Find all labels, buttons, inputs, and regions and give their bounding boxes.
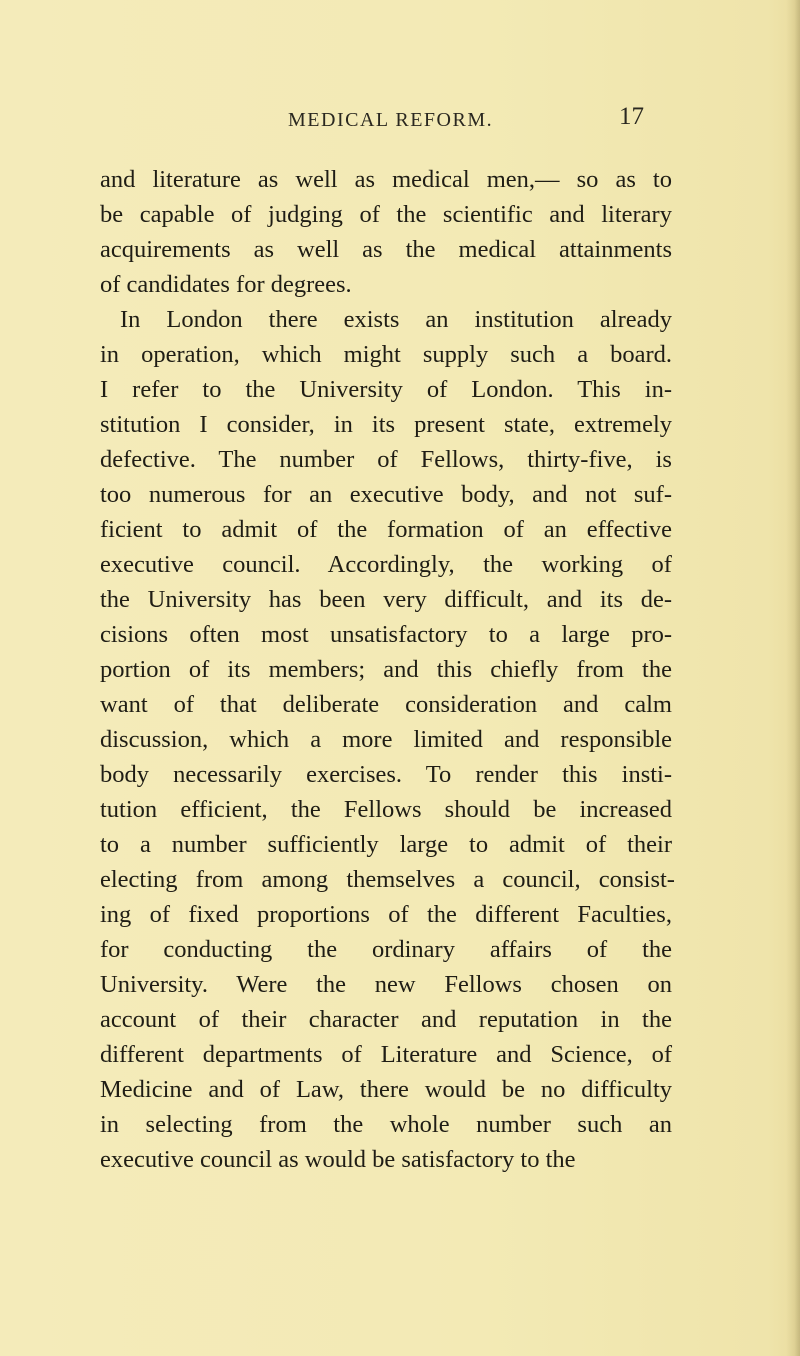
text-line: In London there exists an institution already: [120, 306, 673, 333]
text-line: want of that deliberate consideration and calm: [100, 691, 672, 718]
text-line: ing of fixed proportions of the different Faculties,: [100, 901, 672, 928]
running-head: MEDICAL REFORM.: [288, 109, 494, 131]
page-number: 17: [619, 103, 644, 130]
text-line: ficient to admit of the formation of an effective: [100, 516, 672, 543]
text-line: portion of its members; and this chiefly from the: [100, 656, 672, 683]
text-line: electing from among themselves a council, consist-: [100, 866, 675, 893]
text-line: to a number sufficiently large to admit of their: [100, 831, 672, 858]
text-line: I refer to the University of London. This in-: [100, 376, 673, 403]
body-text: [100, 165, 700, 1180]
text-line: for conducting the ordinary affairs of the: [100, 936, 673, 963]
text-line: too numerous for an executive body, and not suf-: [100, 481, 673, 508]
text-line: University. Were the new Fellows chosen on: [100, 971, 672, 998]
text-line: different departments of Literature and Science, of: [100, 1041, 673, 1068]
text-line: discussion, which a more limited and responsible: [100, 726, 673, 753]
text-line: cisions often most unsatisfactory to a large pro-: [100, 621, 673, 648]
text-line: of candidates for degrees.: [100, 271, 352, 298]
page-edge-shadow: [786, 0, 800, 1356]
text-line: in operation, which might supply such a board.: [100, 341, 673, 368]
text-line: defective. The number of Fellows, thirty-five, is: [100, 446, 672, 473]
text-line: account of their character and reputation in the: [100, 1006, 672, 1033]
text-line: Medicine and of Law, there would be no difficulty: [100, 1076, 673, 1103]
text-line: the University has been very difficult, and its de-: [100, 586, 673, 613]
text-line: stitution I consider, in its present state, extremely: [100, 411, 673, 438]
text-line: acquirements as well as the medical attainments: [100, 236, 672, 263]
text-line: be capable of judging of the scientific and literary: [100, 201, 672, 228]
text-line: tution efficient, the Fellows should be increased: [100, 796, 672, 823]
text-line: body necessarily exercises. To render this insti-: [100, 761, 673, 788]
text-line: and literature as well as medical men,— so as to: [100, 166, 672, 193]
text-line: in selecting from the whole number such an: [100, 1111, 672, 1138]
text-line: executive council as would be satisfactory to the: [100, 1146, 576, 1173]
text-line: executive council. Accordingly, the working of: [100, 551, 672, 578]
